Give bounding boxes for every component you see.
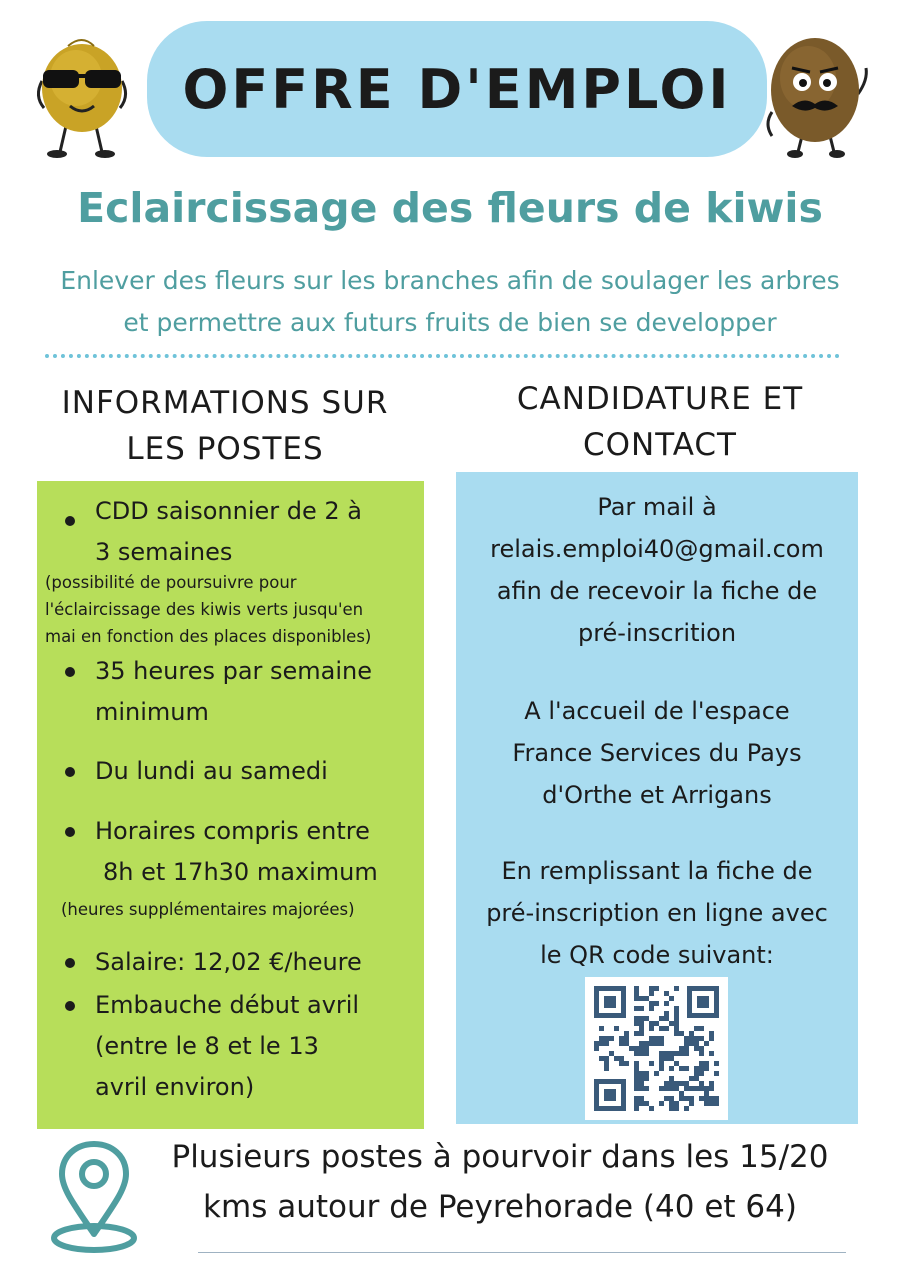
job-description-line: Enlever des fleurs sur les branches afin de soulager les arbres [60, 266, 840, 295]
mail-line: pré-inscrition [577, 619, 737, 647]
note-line: (possibilité de poursuivre pour [45, 573, 297, 592]
mail-line: afin de recevoir la fiche de [496, 577, 818, 605]
bullet-icon [65, 1001, 75, 1011]
mail-line: Par mail à [597, 493, 717, 521]
bullet-icon [65, 958, 75, 968]
email-link[interactable]: relais.emploi40@gmail.com [490, 535, 824, 563]
bullet-icon [65, 767, 75, 777]
extension-note [45, 569, 422, 650]
job-description [20, 260, 880, 344]
location-pin-icon [48, 1138, 140, 1256]
info-heading-line: LES POSTES [126, 431, 324, 467]
item-line: Embauche début avril [95, 991, 360, 1019]
contact-heading-line: CANDIDATURE ET [516, 381, 804, 417]
item-line: Salaire: 12,02 €/heure [95, 948, 362, 976]
note-line: mai en fonction des places disponibles) [45, 627, 372, 646]
golden-kiwi-with-sunglasses-icon [30, 26, 135, 161]
mail-block [456, 486, 858, 654]
online-line: pré-inscription en ligne avec [486, 899, 828, 927]
footer-line: Plusieurs postes à pourvoir dans les 15/20 [171, 1139, 829, 1175]
item-line: Du lundi au samedi [95, 757, 328, 785]
office-line: d'Orthe et Arrigans [542, 781, 772, 809]
item-line: 8h et 17h30 maximum [103, 858, 378, 886]
job-title: Eclaircissage des fleurs de kiwis [77, 184, 823, 232]
qr-code[interactable] [585, 977, 728, 1120]
info-heading-line: INFORMATIONS SUR [61, 385, 389, 421]
contact-heading-line: CONTACT [582, 427, 737, 463]
item-line: 35 heures par semaine [95, 657, 373, 685]
item-line: CDD saisonnier de 2 à [95, 497, 362, 525]
overtime-note: (heures supplémentaires majorées) [61, 900, 355, 919]
item-line: minimum [95, 698, 209, 726]
office-line: A l'accueil de l'espace [524, 697, 790, 725]
item-line: 3 semaines [95, 538, 233, 566]
footer-line: kms autour de Peyrehorade (40 et 64) [203, 1189, 797, 1225]
bottom-rule [198, 1252, 846, 1253]
online-block [456, 850, 858, 976]
item-line: (entre le 8 et le 13 [95, 1032, 319, 1060]
office-line: France Services du Pays [512, 739, 802, 767]
title-banner [147, 21, 767, 157]
item-line: Horaires compris entre [95, 817, 370, 845]
item-line: avril environ) [95, 1073, 255, 1101]
info-heading [20, 380, 430, 472]
note-line: l'éclaircissage des kiwis verts jusqu'en [45, 600, 364, 619]
contact-heading [455, 376, 865, 468]
footer-note [140, 1132, 860, 1232]
dotted-divider [45, 354, 840, 358]
online-line: le QR code suivant: [540, 941, 774, 969]
bullet-icon [65, 667, 75, 677]
job-info-panel [37, 481, 424, 1129]
bullet-icon [65, 516, 75, 526]
online-line: En remplissant la fiche de [501, 857, 813, 885]
page-title: OFFRE D'EMPLOI [182, 57, 732, 121]
kiwi-with-mustache-icon [762, 24, 872, 162]
bullet-icon [65, 827, 75, 837]
job-description-line: et permettre aux futurs fruits de bien se developper [123, 308, 777, 337]
office-block [456, 690, 858, 816]
